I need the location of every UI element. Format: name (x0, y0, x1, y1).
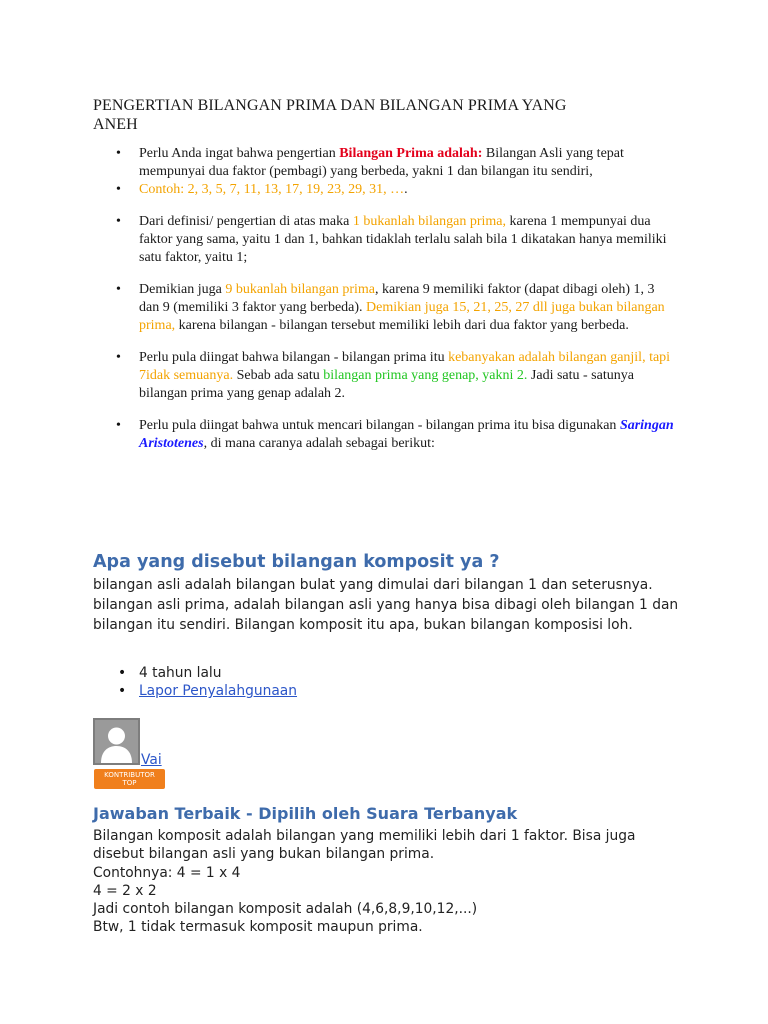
list-item (116, 145, 676, 181)
answer-line: Btw, 1 tidak termasuk komposit maupun prima. (93, 919, 423, 936)
question-body: bilangan asli adalah bilangan bulat yang dimulai dari bilangan 1 dan seterusnya. bilangan asli prima, adalah bilangan asli yang hanya bisa dibagi oleh bilangan 1 dan bilangan itu sendiri. Bilangan komposit itu apa, bukan bilangan komposisi loh. (93, 577, 679, 633)
highlight-orange: Contoh: 2, 3, 5, 7, 11, 13, 17, 19, 23, 29, 31, … (139, 182, 405, 197)
badge-label: KONTRIBUTOR (104, 771, 155, 779)
text-run: , karena 9 memiliki faktor (dapat dibagi oleh) 1, 3 dan 9 (memiliki 3 faktor yang berbeda). (139, 282, 655, 315)
text-run: Jadi satu - satunya bilangan prima yang genap adalah 2. (139, 368, 634, 401)
question-meta-list (118, 664, 297, 700)
highlight-orange: Demikian juga 15, 21, 25, 27 dll juga bukan bilangan prima, (139, 300, 665, 333)
text-run: . (404, 182, 408, 197)
text-run: Perlu pula diingat bahwa bilangan - bilangan prima itu (139, 350, 449, 365)
text-run: Perlu pula diingat bahwa untuk mencari bilangan - bilangan prima itu bisa digunakan (139, 418, 620, 433)
highlight-red: Bilangan Prima adalah: (339, 146, 483, 161)
time-ago: 4 tahun lalu (139, 665, 222, 681)
document-title (93, 96, 653, 134)
answer-line: Jadi contoh bilangan komposit adalah (4,6,8,9,10,12,...) (93, 901, 478, 918)
text-run: Perlu Anda ingat bahwa pengertian (139, 146, 340, 161)
document-title-line1: PENGERTIAN BILANGAN PRIMA DAN BILANGAN PRIMA YANG (93, 97, 567, 114)
list-item (118, 664, 297, 682)
highlight-orange: 9 bukanlah bilangan prima (225, 282, 375, 297)
answerer-name-link[interactable]: Vai (141, 752, 162, 768)
highlight-blue: Saringan Aristotenes (139, 418, 674, 451)
best-answer-body (93, 827, 683, 937)
text-run: Sebab ada satu (233, 368, 324, 383)
list-item (116, 281, 676, 335)
badge-label: TOP (122, 779, 137, 787)
text-run: Dari definisi/ pengertian di atas maka (139, 214, 353, 229)
best-answer-heading: Jawaban Terbaik - Dipilih oleh Suara Terbanyak (93, 804, 518, 823)
answer-line: Bilangan komposit adalah bilangan yang memiliki lebih dari 1 faktor. Bisa juga (93, 828, 636, 844)
answer-line: 4 = 2 x 2 (93, 882, 157, 899)
highlight-orange: kebanyakan adalah bilangan ganjil, tapi 7idak semuanya. (139, 350, 671, 383)
text-run: Bilangan Asli yang tepat mempunyai dua faktor (pembagi) yang berbeda, yakni 1 dan bilangan itu sendiri, (139, 146, 624, 179)
list-item (116, 213, 676, 267)
report-abuse-link[interactable]: Lapor Penyalahgunaan (139, 683, 298, 699)
answer-line: Contohnya: 4 = 1 x 4 (93, 864, 241, 881)
text-run: , di mana caranya adalah sebagai berikut: (203, 436, 435, 451)
list-item (116, 417, 676, 453)
list-item (116, 181, 676, 199)
list-item (116, 349, 676, 403)
document-title-line2: ANEH (93, 116, 138, 133)
text-run: karena 1 mempunyai dua faktor yang sama, yaitu 1 dan 1, bahkan tidaklah terlalu salah bila 1 dikatakan hanya memiliki satu faktor, yaitu 1; (139, 214, 667, 265)
highlight-green: bilangan prima yang genap, yakni 2. (323, 368, 528, 383)
prime-definition-list (116, 145, 676, 453)
question-heading: Apa yang disebut bilangan komposit ya ? (93, 552, 500, 572)
default-user-avatar-icon (93, 718, 140, 765)
list-item (118, 682, 297, 700)
text-run: karena bilangan - bilangan tersebut memiliki lebih dari dua faktor yang berbeda. (175, 318, 629, 333)
highlight-orange: 1 bukanlah bilangan prima, (352, 214, 507, 229)
answer-line: disebut bilangan asli yang bukan bilangan prima. (93, 846, 435, 863)
text-run: Demikian juga (139, 282, 226, 297)
top-contributor-badge (94, 769, 165, 789)
avatar[interactable] (93, 718, 140, 765)
